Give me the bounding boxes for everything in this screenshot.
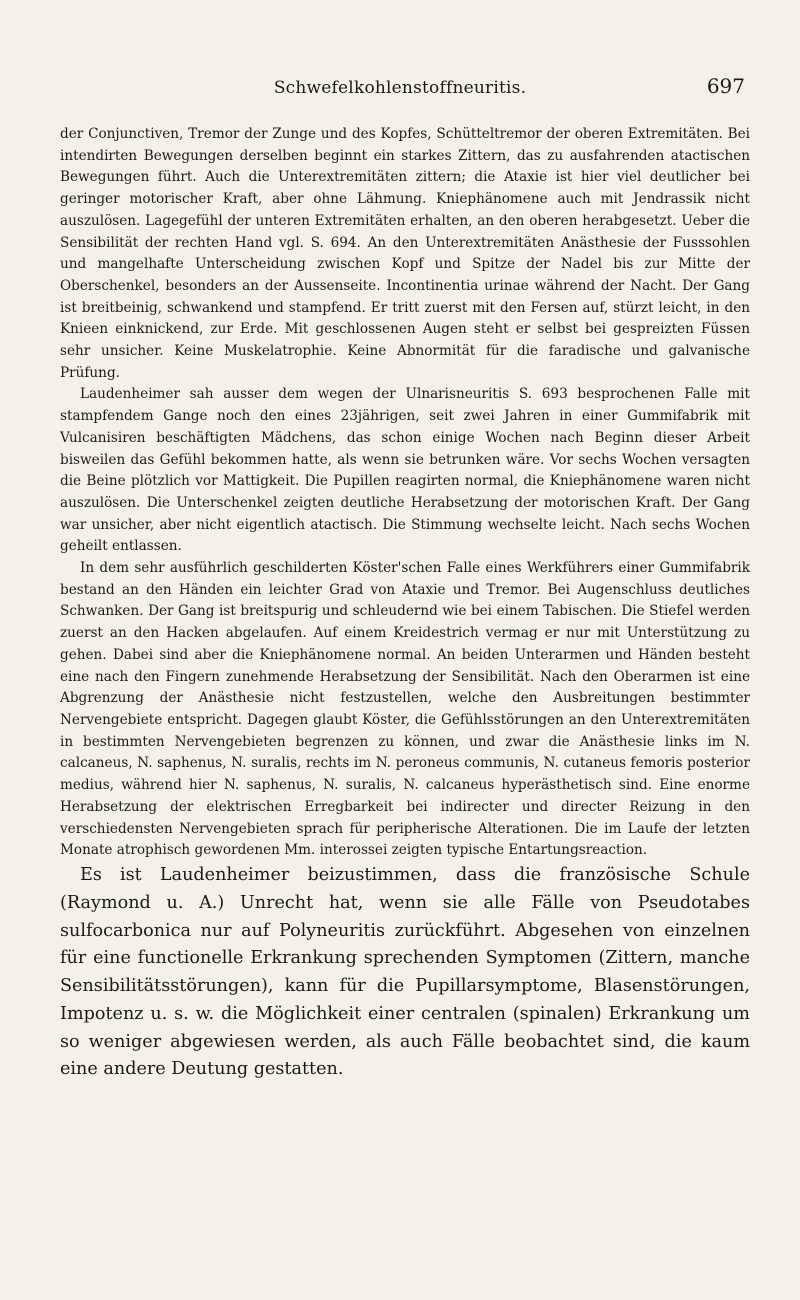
- body-text: [60, 124, 750, 1084]
- running-title: Schwefelkohlenstoffneuritis.: [273, 78, 527, 98]
- paragraph-case-description: der Conjunctiven, Tremor der Zunge und des Kopfes, Schütteltremor der oberen Extremitäten. Bei intendirten Bewegungen derselben beginnt ein starkes Zittern, das zu ausfahrenden atactischen Bewegungen führt. Auch die Unterextremitäten zittern; die Ataxie ist hier viel deutlicher bei geringer motorischer Kraft, aber ohne Lähmung. Kniephänomene auch mit Jendrassik nicht auszulösen. Lagegefühl der unteren Extremitäten erhalten, an den oberen herabgesetzt. Ueber die Sensibilität der rechten Hand vgl. S. 694. An den Unterextremitäten Anästhesie der Fusssohlen und mangelhafte Unterscheidung zwischen Kopf und Spitze der Nadel bis zur Mitte der Oberschenkel, besonders an der Aussenseite. Incontinentia urinae während der Nacht. Der Gang ist breitbeinig, schwankend und stampfend. Er tritt zuerst mit den Fersen auf, stürzt leicht, in den Knieen einknickend, zur Erde. Mit geschlossenen Augen steht er selbst bei gespreizten Füssen sehr unsicher. Keine Muskelatrophie. Keine Abnormität für die faradische und galvanische Prüfung.: [60, 126, 750, 381]
- main-print-section: [60, 862, 750, 1084]
- page-number: 697: [706, 74, 745, 98]
- small-print-section: [60, 124, 750, 862]
- paragraph-conclusion: Es ist Laudenheimer beizustimmen, dass die französische Schule (Raymond u. A.) Unrecht hat, wenn sie alle Fälle von Pseudotabes sulfocarbonica nur auf Polyneuritis zurückführt. Abgesehen von einzelnen für eine functionelle Erkrankung sprechenden Symptomen (Zittern, manche Sensibilitätsstörungen), kann für die Pupillarsymptome, Blasenstörungen, Impotenz u. s. w. die Möglichkeit einer centralen (spinalen) Erkrankung um so weniger abgewiesen werden, als auch Fälle beobachtet sind, die kaum eine andere Deutung gestatten.: [60, 864, 750, 1080]
- paragraph-laudenheimer-case: Laudenheimer sah ausser dem wegen der Ulnarisneuritis S. 693 besprochenen Falle mit stampfendem Gange noch den eines 23jährigen, seit zwei Jahren in einer Gummifabrik mit Vulcanisiren beschäftigten Mädchens, das schon einige Wochen nach Beginn dieser Arbeit bisweilen das Gefühl bekommen hatte, als wenn sie betrunken wäre. Vor sechs Wochen versagten die Beine plötzlich vor Mattigkeit. Die Pupillen reagirten normal, die Kniephänomene waren nicht auszulösen. Die Unterschenkel zeigten deutliche Herabsetzung der motorischen Kraft. Der Gang war unsicher, aber nicht eigentlich atactisch. Die Stimmung wechselte leicht. Nach sechs Wochen geheilt entlassen.: [60, 386, 750, 555]
- paragraph-koester-case: In dem sehr ausführlich geschilderten Köster'schen Falle eines Werkführers einer Gummifabrik bestand an den Händen ein leichter Grad von Ataxie und Tremor. Bei Augenschluss deutliches Schwanken. Der Gang ist breitspurig und schleudernd wie bei einem Tabischen. Die Stiefel werden zuerst an den Hacken abgelaufen. Auf einem Kreidestrich vermag er nur mit Unterstützung zu gehen. Dabei sind aber die Kniephänomene normal. An beiden Unterarmen und Händen besteht eine nach den Fingern zunehmende Herabsetzung der Sensibilität. Nach den Oberarmen ist eine Abgrenzung der Anästhesie nicht festzustellen, welche den Ausbreitungen bestimmter Nervengebiete entspricht. Dagegen glaubt Köster, die Gefühlsstörungen an den Unterextremitäten in bestimmten Nervengebieten begrenzen zu können, und zwar die Anästhesie links im N. calcaneus, N. saphenus, N. suralis, rechts im N. peroneus communis, N. cutaneus femoris posterior medius, während hier N. saphenus, N. suralis, N. calcaneus hyperästhetisch sind. Eine enorme Herabsetzung der elektrischen Erregbarkeit bei indirecter und directer Reizung in den verschiedensten Nervengebieten sprach für peripherische Alterationen. Die im Laufe der letzten Monate atrophisch gewordenen Mm. interossei zeigten typische Entartungsreaction.: [60, 560, 750, 859]
